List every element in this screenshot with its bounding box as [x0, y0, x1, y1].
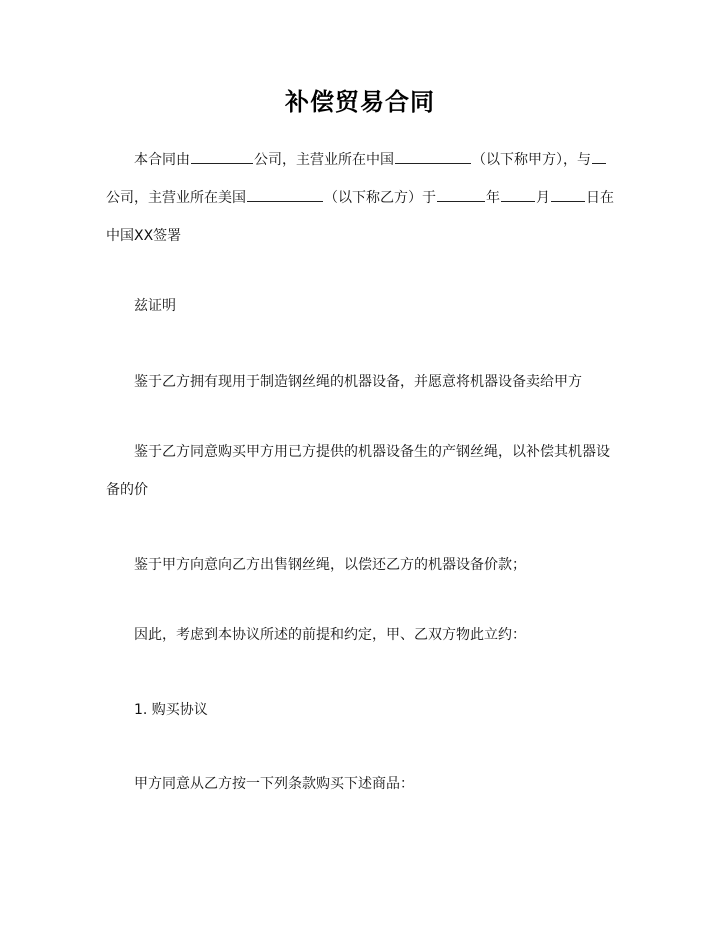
preamble-line-3: 中国XX签署	[106, 228, 182, 244]
address-a-blank	[395, 149, 471, 164]
address-b-blank	[247, 187, 323, 202]
year-blank	[437, 187, 485, 202]
preamble-line-1	[106, 141, 616, 179]
preamble-paragraph	[106, 141, 616, 255]
recital-2-line-1: 鉴于乙方同意购买甲方用已方提供的机器设备生的产钢丝绳，以补偿其机器设	[134, 444, 610, 460]
recital-4: 因此，考虑到本协议所述的前提和约定，甲、乙双方物此立约：	[134, 627, 526, 643]
preamble-text: （以下称甲方），与	[472, 152, 591, 168]
witness-line: 兹证明	[134, 298, 176, 314]
preamble-text: 公司，主营业所在中国	[254, 152, 394, 168]
company-b-blank	[592, 149, 606, 164]
preamble-text: 日在	[586, 190, 614, 206]
month-blank	[501, 187, 535, 202]
company-a-blank	[191, 149, 253, 164]
recital-2	[106, 433, 616, 509]
preamble-text: 年	[486, 190, 500, 206]
preamble-text: 本合同由	[134, 152, 190, 168]
recital-1: 鉴于乙方拥有现用于制造钢丝绳的机器设备，并愿意将机器设备卖给甲方	[134, 374, 582, 390]
day-blank	[551, 187, 585, 202]
preamble-text: 公司，主营业所在美国	[106, 190, 246, 206]
preamble-line-2	[106, 179, 616, 217]
preamble-text: （以下称乙方）于	[324, 190, 436, 206]
recital-2-line-2: 备的价	[106, 482, 148, 498]
section-1-body: 甲方同意从乙方按一下列条款购买下述商品：	[134, 776, 414, 792]
section-1-heading: 1. 购买协议	[134, 702, 208, 718]
document-title: 补偿贸易合同	[285, 88, 435, 116]
recital-3: 鉴于甲方向意向乙方出售钢丝绳，以偿还乙方的机器设备价款；	[134, 557, 526, 573]
preamble-text: 月	[536, 190, 550, 206]
